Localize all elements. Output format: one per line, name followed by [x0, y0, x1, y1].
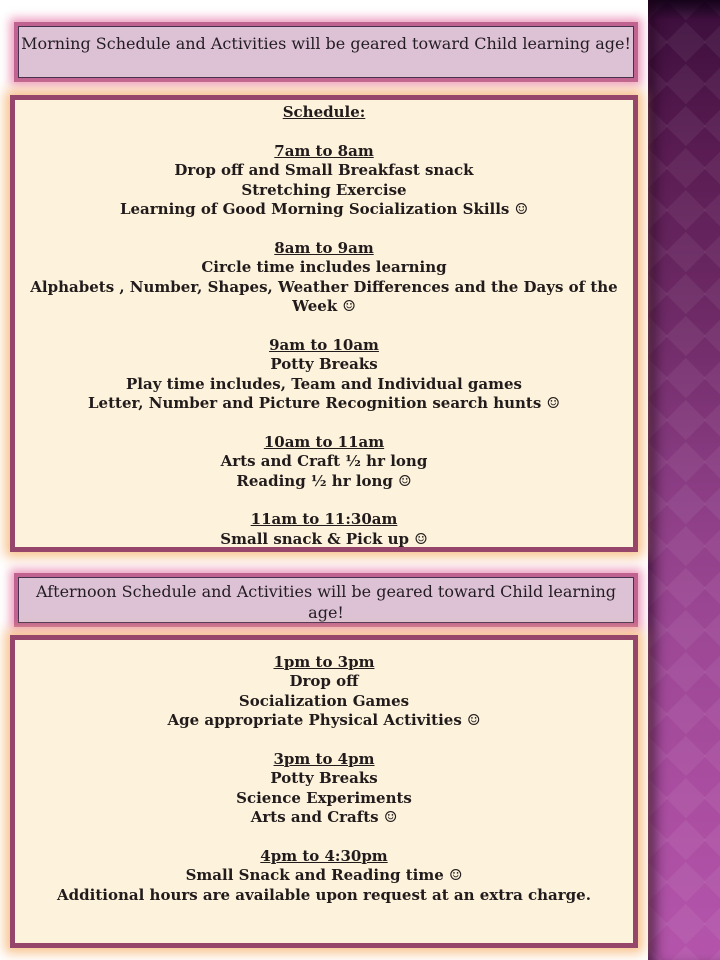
- schedule-section: [27, 653, 621, 731]
- schedule-line: Reading ½ hr long ☺: [236, 471, 412, 490]
- schedule-time-heading: 1pm to 3pm: [273, 653, 375, 671]
- morning-sections: [27, 142, 621, 549]
- schedule-section: [27, 510, 621, 549]
- schedule-line: Small snack & Pick up ☺: [220, 529, 428, 548]
- schedule-line: Science Experiments: [236, 788, 412, 807]
- schedule-time-heading: 8am to 9am: [274, 238, 374, 257]
- schedule-line: Arts and Craft ½ hr long: [220, 452, 428, 471]
- morning-header-banner: Morning Schedule and Activities will be geared toward Child learning age!: [14, 22, 638, 82]
- schedule-line: Arts and Crafts ☺: [250, 808, 398, 827]
- schedule-line: Potty Breaks: [270, 769, 378, 788]
- schedule-time-heading: 3pm to 4pm: [273, 750, 375, 769]
- schedule-section: [27, 433, 621, 491]
- schedule-section: [27, 239, 621, 317]
- schedule-line: Small Snack and Reading time ☺: [185, 866, 463, 885]
- morning-schedule-box: [10, 95, 638, 552]
- schedule-line: Drop off: [289, 672, 359, 691]
- schedule-section: [27, 142, 621, 220]
- schedule-line: Alphabets , Number, Shapes, Weather Differences and the Days of the Week ☺: [30, 277, 618, 316]
- afternoon-sections: [27, 653, 621, 905]
- afternoon-schedule-box: [10, 635, 638, 948]
- schedule-line: Letter, Number and Picture Recognition search hunts ☺: [88, 394, 560, 413]
- afternoon-header-banner: Afternoon Schedule and Activities will be geared toward Child learning age!: [14, 573, 638, 627]
- schedule-time-heading: 4pm to 4:30pm: [260, 847, 388, 866]
- schedule-title: Schedule:: [282, 103, 366, 121]
- schedule-time-heading: 11am to 11:30am: [250, 510, 398, 529]
- schedule-section: [27, 847, 621, 905]
- argyle-side-strip: [648, 0, 720, 960]
- schedule-line: Learning of Good Morning Socialization Skills ☺: [119, 200, 529, 219]
- schedule-line: Additional hours are available upon request at an extra charge.: [57, 885, 591, 904]
- schedule-time-heading: 9am to 10am: [269, 335, 379, 354]
- schedule-time-heading: 7am to 8am: [274, 141, 374, 160]
- schedule-line: Stretching Exercise: [241, 180, 407, 199]
- schedule-line: Play time includes, Team and Individual games: [126, 374, 522, 393]
- schedule-line: Drop off and Small Breakfast snack: [174, 161, 474, 180]
- schedule-section: [27, 750, 621, 828]
- schedule-line: Age appropriate Physical Activities ☺: [167, 711, 481, 730]
- schedule-line: Potty Breaks: [270, 355, 378, 374]
- schedule-time-heading: 10am to 11am: [263, 432, 385, 451]
- schedule-section: [27, 336, 621, 414]
- schedule-line: Circle time includes learning: [201, 258, 447, 277]
- schedule-line: Socialization Games: [238, 691, 410, 710]
